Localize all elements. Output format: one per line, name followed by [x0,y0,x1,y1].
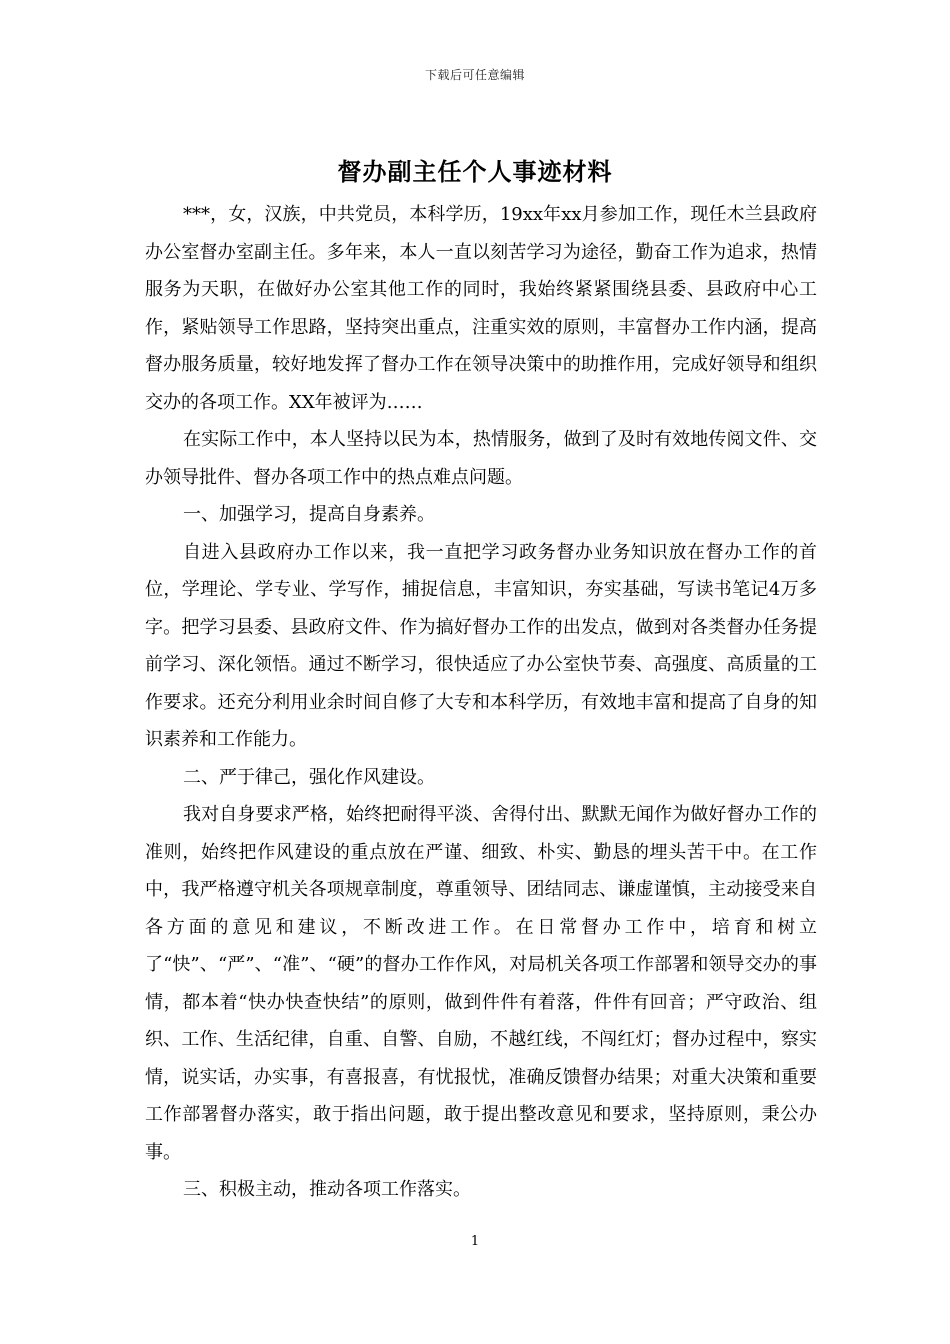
paragraph-section-1: 自进入县政府办工作以来，我一直把学习政务督办业务知识放在督办工作的首位，学理论、学专业、学写作，捕捉信息，丰富知识，夯实基础，写读书笔记4万多字。把学习县委、县政府文件、作为搞好督办工作的出发点，做到对各类督办任务提前学习、深化领悟。通过不断学习，很快适应了办公室快节奏、高强度、高质量的工作要求。还充分利用业余时间自修了大专和本科学历，有效地丰富和提高了自身的知识素养和工作能力。 [145,541,817,750]
section-heading-1: 一、加强学习，提高自身素养。 [183,504,435,525]
page-number: 1 [470,1234,480,1249]
section-heading-3: 三、积极主动，推动各项工作落实。 [183,1179,471,1200]
section-heading-2: 二、严于律己，强化作风建设。 [183,766,435,788]
paragraph-intro: ***，女，汉族，中共党员，本科学历，19xx年xx月参加工作，现任木兰县政府办公室督办室副主任。多年来，本人一直以刻苦学习为途径，勤奋工作为追求，热情服务为天职，在做好办公室其他工作的同时，我始终紧紧围绕县委、县政府中心工作，紧贴领导工作思路，坚持突出重点，注重实效的原则，丰富督办工作内涵，提高督办服务质量，较好地发挥了督办工作在领导决策中的助推作用，完成好领导和组织交办的各项工作。XX年被评为…… [145,204,817,413]
paragraph-section-2: 我对自身要求严格，始终把耐得平淡、舍得付出、默默无闻作为做好督办工作的准则，始终把作风建设的重点放在严谨、细致、朴实、勤恳的埋头苦干中。在工作中，我严格遵守机关各项规章制度，尊重领导、团结同志、谦虚谨慎，主动接受来自各方面的意见和建议，不断改进工作。在日常督办工作中，培育和树立了“快”、“严”、“准”、“硬”的督办工作作风，对局机关各项工作部署和领导交办的事情，都本着“快办快查快结”的原则，做到件件有着落，件件有回音；严守政治、组织、工作、生活纪律，自重、自警、自励，不越红线，不闯红灯；督办过程中，察实情，说实话，办实事，有喜报喜，有忧报忧，准确反馈督办结果；对重大决策和重要工作部署督办落实，敢于指出问题，敢于提出整改意见和要求，坚持原则，秉公办事。 [145,804,817,1163]
header-note: 下载后可任意编辑 [424,68,525,82]
document-body [145,196,817,1209]
paragraph-summary: 在实际工作中，本人坚持以民为本，热情服务，做到了及时有效地传阅文件、交办领导批件、督办各项工作中的热点难点问题。 [145,429,817,488]
document-title: 督办副主任个人事迹材料 [337,157,613,186]
